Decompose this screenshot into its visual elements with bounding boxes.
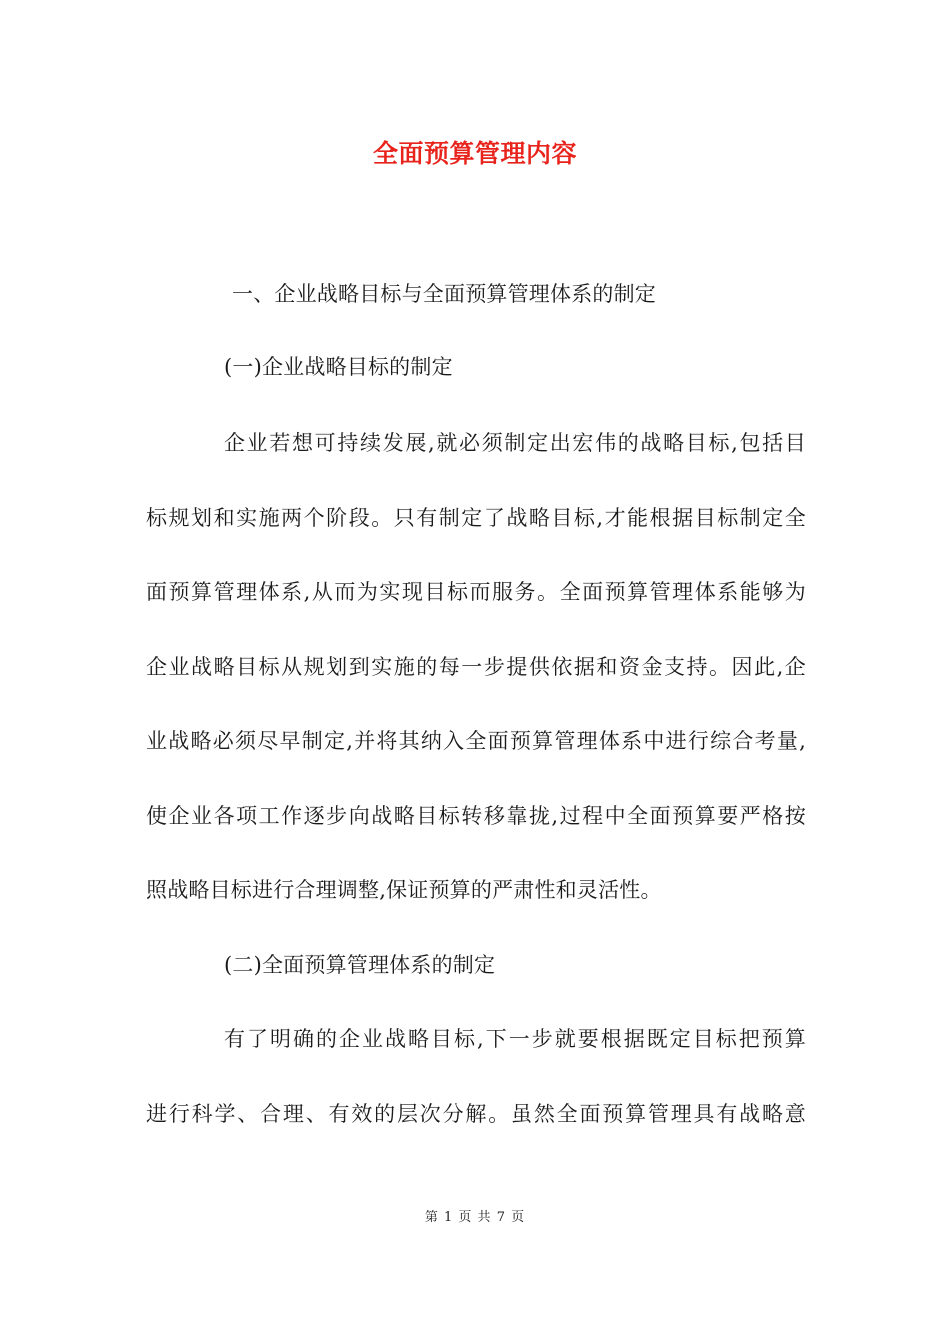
paragraph-line: 有了明确的企业战略目标,下一步就要根据既定目标把预算 <box>224 1027 806 1051</box>
paragraph-line: 企业战略目标从规划到实施的每一步提供依据和资金支持。因此,企 <box>146 655 806 679</box>
paragraph-line: 进行科学、合理、有效的层次分解。虽然全面预算管理具有战略意 <box>146 1102 806 1126</box>
page-number-footer: 第 1 页 共 7 页 <box>424 1210 526 1225</box>
section-heading-1: 一、企业战略目标与全面预算管理体系的制定 <box>232 282 656 306</box>
subsection-heading-1: (一)企业战略目标的制定 <box>224 355 453 379</box>
paragraph-line: 面预算管理体系,从而为实现目标而服务。全面预算管理体系能够为 <box>146 580 806 604</box>
paragraph-line: 使企业各项工作逐步向战略目标转移靠拢,过程中全面预算要严格按 <box>146 804 806 828</box>
paragraph-line: 标规划和实施两个阶段。只有制定了战略目标,才能根据目标制定全 <box>146 506 806 530</box>
subsection-heading-2: (二)全面预算管理体系的制定 <box>224 953 496 977</box>
paragraph-line: 业战略必须尽早制定,并将其纳入全面预算管理体系中进行综合考量, <box>146 729 806 753</box>
paragraph-line: 照战略目标进行合理调整,保证预算的严肃性和灵活性。 <box>146 878 662 902</box>
document-title: 全面预算管理内容 <box>372 139 577 168</box>
paragraph-line: 企业若想可持续发展,就必须制定出宏伟的战略目标,包括目 <box>224 431 806 455</box>
